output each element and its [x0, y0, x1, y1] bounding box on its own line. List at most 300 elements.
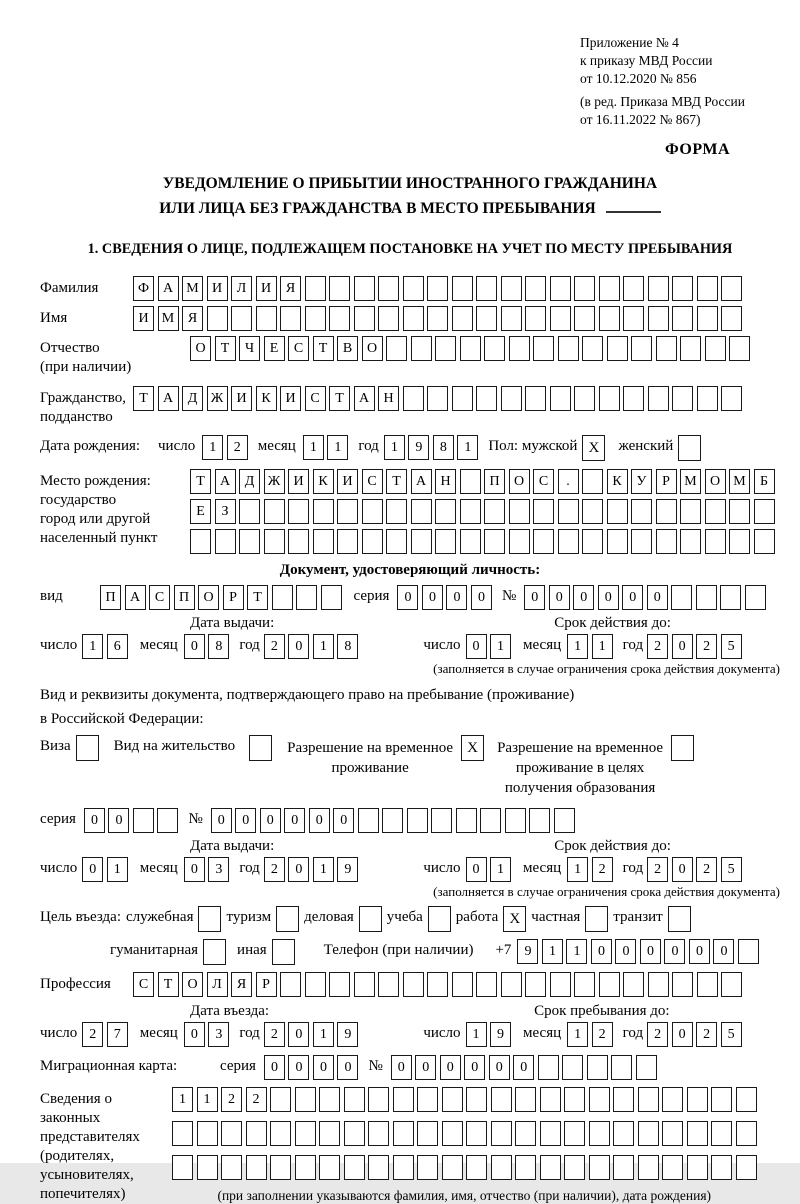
char-box[interactable]: 2: [264, 634, 285, 659]
char-box[interactable]: [540, 1155, 561, 1180]
char-box[interactable]: [538, 1055, 559, 1080]
sex-male-checkbox[interactable]: X: [582, 435, 605, 461]
char-box[interactable]: [589, 1155, 610, 1180]
char-box[interactable]: [687, 1155, 708, 1180]
char-box[interactable]: П: [100, 585, 121, 610]
char-box[interactable]: [378, 306, 399, 331]
char-box[interactable]: [711, 1155, 732, 1180]
char-box[interactable]: 2: [647, 857, 668, 882]
char-box[interactable]: [721, 306, 742, 331]
char-box[interactable]: [729, 529, 750, 554]
char-box[interactable]: [736, 1121, 757, 1146]
char-box[interactable]: 0: [82, 857, 103, 882]
char-box[interactable]: [672, 276, 693, 301]
char-box[interactable]: [638, 1121, 659, 1146]
char-box[interactable]: [288, 529, 309, 554]
char-box[interactable]: [460, 336, 481, 361]
char-box[interactable]: [533, 336, 554, 361]
char-box[interactable]: 0: [184, 634, 205, 659]
char-box[interactable]: М: [182, 276, 203, 301]
char-box[interactable]: [329, 276, 350, 301]
char-box[interactable]: [280, 306, 301, 331]
char-box[interactable]: [533, 499, 554, 524]
char-box[interactable]: В: [337, 336, 358, 361]
char-box[interactable]: 1: [490, 634, 511, 659]
char-box[interactable]: [607, 336, 628, 361]
char-box[interactable]: 0: [689, 939, 710, 964]
char-box[interactable]: 0: [573, 585, 594, 610]
char-box[interactable]: [491, 1087, 512, 1112]
char-box[interactable]: [638, 1087, 659, 1112]
char-box[interactable]: 5: [721, 634, 742, 659]
char-box[interactable]: [246, 1155, 267, 1180]
char-box[interactable]: Я: [280, 276, 301, 301]
char-box[interactable]: С: [305, 386, 326, 411]
char-box[interactable]: 0: [108, 808, 129, 833]
char-box[interactable]: [460, 499, 481, 524]
char-box[interactable]: [648, 972, 669, 997]
char-box[interactable]: К: [256, 386, 277, 411]
char-box[interactable]: [417, 1121, 438, 1146]
char-box[interactable]: [280, 972, 301, 997]
char-box[interactable]: 0: [549, 585, 570, 610]
char-box[interactable]: Е: [190, 499, 211, 524]
char-box[interactable]: [636, 1055, 657, 1080]
char-box[interactable]: [466, 1155, 487, 1180]
char-box[interactable]: 0: [235, 808, 256, 833]
char-box[interactable]: [648, 306, 669, 331]
char-box[interactable]: [435, 336, 456, 361]
char-box[interactable]: [525, 972, 546, 997]
char-box[interactable]: .: [558, 469, 579, 494]
char-box[interactable]: [264, 499, 285, 524]
char-box[interactable]: [442, 1121, 463, 1146]
char-box[interactable]: 2: [246, 1087, 267, 1112]
char-box[interactable]: [525, 276, 546, 301]
visa-checkbox[interactable]: [76, 735, 99, 761]
char-box[interactable]: 2: [647, 634, 668, 659]
char-box[interactable]: [611, 1055, 632, 1080]
char-box[interactable]: И: [256, 276, 277, 301]
char-box[interactable]: 0: [466, 634, 487, 659]
char-box[interactable]: 1: [567, 857, 588, 882]
char-box[interactable]: Т: [329, 386, 350, 411]
char-box[interactable]: 0: [391, 1055, 412, 1080]
char-box[interactable]: 0: [513, 1055, 534, 1080]
char-box[interactable]: [270, 1087, 291, 1112]
char-box[interactable]: 1: [567, 634, 588, 659]
char-box[interactable]: 1: [490, 857, 511, 882]
char-box[interactable]: [491, 1155, 512, 1180]
char-box[interactable]: [607, 529, 628, 554]
char-box[interactable]: 0: [672, 634, 693, 659]
char-box[interactable]: [407, 808, 428, 833]
char-box[interactable]: [295, 1155, 316, 1180]
char-box[interactable]: С: [533, 469, 554, 494]
char-box[interactable]: [515, 1155, 536, 1180]
char-box[interactable]: 8: [433, 435, 454, 460]
char-box[interactable]: [582, 499, 603, 524]
char-box[interactable]: [631, 529, 652, 554]
char-box[interactable]: [172, 1121, 193, 1146]
char-box[interactable]: [435, 529, 456, 554]
char-box[interactable]: [442, 1087, 463, 1112]
char-box[interactable]: [613, 1121, 634, 1146]
char-box[interactable]: [687, 1087, 708, 1112]
char-box[interactable]: [505, 808, 526, 833]
char-box[interactable]: [599, 972, 620, 997]
char-box[interactable]: [305, 972, 326, 997]
edu-residence-checkbox[interactable]: [671, 735, 694, 761]
char-box[interactable]: [272, 585, 293, 610]
char-box[interactable]: Р: [656, 469, 677, 494]
char-box[interactable]: [319, 1155, 340, 1180]
char-box[interactable]: [386, 499, 407, 524]
char-box[interactable]: [466, 1121, 487, 1146]
char-box[interactable]: [582, 469, 603, 494]
char-box[interactable]: 0: [313, 1055, 334, 1080]
char-box[interactable]: П: [484, 469, 505, 494]
char-box[interactable]: П: [174, 585, 195, 610]
char-box[interactable]: 5: [721, 857, 742, 882]
char-box[interactable]: 0: [640, 939, 661, 964]
char-box[interactable]: [427, 386, 448, 411]
char-box[interactable]: Д: [239, 469, 260, 494]
char-box[interactable]: [631, 336, 652, 361]
char-box[interactable]: [411, 529, 432, 554]
char-box[interactable]: [354, 276, 375, 301]
char-box[interactable]: 0: [84, 808, 105, 833]
char-box[interactable]: 6: [107, 634, 128, 659]
char-box[interactable]: [417, 1087, 438, 1112]
char-box[interactable]: [382, 808, 403, 833]
char-box[interactable]: 2: [696, 634, 717, 659]
char-box[interactable]: И: [207, 276, 228, 301]
char-box[interactable]: 0: [471, 585, 492, 610]
char-box[interactable]: [711, 1087, 732, 1112]
char-box[interactable]: [386, 336, 407, 361]
char-box[interactable]: [599, 276, 620, 301]
char-box[interactable]: [540, 1087, 561, 1112]
char-box[interactable]: 9: [490, 1022, 511, 1047]
char-box[interactable]: 0: [288, 1022, 309, 1047]
char-box[interactable]: [736, 1155, 757, 1180]
char-box[interactable]: 2: [592, 857, 613, 882]
char-box[interactable]: И: [288, 469, 309, 494]
char-box[interactable]: [403, 306, 424, 331]
char-box[interactable]: [460, 469, 481, 494]
char-box[interactable]: [711, 1121, 732, 1146]
char-box[interactable]: [403, 972, 424, 997]
char-box[interactable]: [313, 529, 334, 554]
char-box[interactable]: [587, 1055, 608, 1080]
char-box[interactable]: [246, 1121, 267, 1146]
char-box[interactable]: К: [607, 469, 628, 494]
residence-permit-checkbox[interactable]: [249, 735, 272, 761]
char-box[interactable]: З: [215, 499, 236, 524]
char-box[interactable]: Ф: [133, 276, 154, 301]
char-box[interactable]: 0: [466, 857, 487, 882]
char-box[interactable]: Т: [313, 336, 334, 361]
char-box[interactable]: 0: [713, 939, 734, 964]
char-box[interactable]: [648, 276, 669, 301]
char-box[interactable]: 0: [591, 939, 612, 964]
purpose-work-checkbox[interactable]: X: [503, 906, 526, 932]
char-box[interactable]: М: [729, 469, 750, 494]
char-box[interactable]: [296, 585, 317, 610]
char-box[interactable]: С: [133, 972, 154, 997]
char-box[interactable]: [729, 499, 750, 524]
char-box[interactable]: 1: [457, 435, 478, 460]
purpose-tourism-checkbox[interactable]: [276, 906, 299, 932]
temp-residence-checkbox[interactable]: X: [461, 735, 484, 761]
sex-female-checkbox[interactable]: [678, 435, 701, 461]
char-box[interactable]: [452, 276, 473, 301]
char-box[interactable]: Я: [182, 306, 203, 331]
char-box[interactable]: [393, 1155, 414, 1180]
char-box[interactable]: 0: [288, 857, 309, 882]
char-box[interactable]: 0: [672, 857, 693, 882]
char-box[interactable]: [589, 1087, 610, 1112]
char-box[interactable]: [460, 529, 481, 554]
char-box[interactable]: [344, 1121, 365, 1146]
purpose-other-checkbox[interactable]: [272, 939, 295, 965]
char-box[interactable]: О: [190, 336, 211, 361]
char-box[interactable]: [256, 306, 277, 331]
char-box[interactable]: И: [280, 386, 301, 411]
purpose-official-checkbox[interactable]: [198, 906, 221, 932]
char-box[interactable]: Т: [386, 469, 407, 494]
char-box[interactable]: [133, 808, 154, 833]
char-box[interactable]: 1: [197, 1087, 218, 1112]
char-box[interactable]: Н: [378, 386, 399, 411]
char-box[interactable]: [431, 808, 452, 833]
char-box[interactable]: [672, 306, 693, 331]
char-box[interactable]: [721, 972, 742, 997]
char-box[interactable]: [329, 306, 350, 331]
char-box[interactable]: [221, 1155, 242, 1180]
char-box[interactable]: [476, 306, 497, 331]
char-box[interactable]: 1: [466, 1022, 487, 1047]
char-box[interactable]: А: [125, 585, 146, 610]
purpose-humanitarian-checkbox[interactable]: [203, 939, 226, 965]
char-box[interactable]: [403, 276, 424, 301]
char-box[interactable]: 8: [208, 634, 229, 659]
char-box[interactable]: [607, 499, 628, 524]
char-box[interactable]: [295, 1121, 316, 1146]
char-box[interactable]: 8: [337, 634, 358, 659]
char-box[interactable]: [393, 1121, 414, 1146]
char-box[interactable]: [550, 972, 571, 997]
char-box[interactable]: Е: [264, 336, 285, 361]
char-box[interactable]: Б: [754, 469, 775, 494]
char-box[interactable]: С: [362, 469, 383, 494]
char-box[interactable]: 0: [184, 1022, 205, 1047]
char-box[interactable]: Л: [231, 276, 252, 301]
char-box[interactable]: Ч: [239, 336, 260, 361]
char-box[interactable]: [476, 972, 497, 997]
char-box[interactable]: [558, 336, 579, 361]
char-box[interactable]: [599, 306, 620, 331]
char-box[interactable]: [288, 499, 309, 524]
char-box[interactable]: [697, 276, 718, 301]
char-box[interactable]: 1: [567, 1022, 588, 1047]
char-box[interactable]: [697, 386, 718, 411]
char-box[interactable]: О: [705, 469, 726, 494]
char-box[interactable]: 5: [721, 1022, 742, 1047]
char-box[interactable]: 9: [337, 857, 358, 882]
char-box[interactable]: [754, 529, 775, 554]
char-box[interactable]: 1: [313, 857, 334, 882]
char-box[interactable]: О: [198, 585, 219, 610]
char-box[interactable]: А: [158, 276, 179, 301]
char-box[interactable]: Р: [223, 585, 244, 610]
char-box[interactable]: [582, 336, 603, 361]
char-box[interactable]: [484, 336, 505, 361]
char-box[interactable]: [720, 585, 741, 610]
char-box[interactable]: [529, 808, 550, 833]
char-box[interactable]: [197, 1155, 218, 1180]
char-box[interactable]: [215, 529, 236, 554]
char-box[interactable]: [562, 1055, 583, 1080]
char-box[interactable]: С: [288, 336, 309, 361]
char-box[interactable]: 2: [227, 435, 248, 460]
char-box[interactable]: [754, 499, 775, 524]
char-box[interactable]: 2: [647, 1022, 668, 1047]
char-box[interactable]: [221, 1121, 242, 1146]
char-box[interactable]: [662, 1155, 683, 1180]
char-box[interactable]: Ж: [264, 469, 285, 494]
char-box[interactable]: [705, 336, 726, 361]
char-box[interactable]: [656, 529, 677, 554]
char-box[interactable]: [589, 1121, 610, 1146]
char-box[interactable]: 0: [664, 939, 685, 964]
char-box[interactable]: 0: [615, 939, 636, 964]
char-box[interactable]: 1: [592, 634, 613, 659]
char-box[interactable]: [239, 529, 260, 554]
char-box[interactable]: [417, 1155, 438, 1180]
char-box[interactable]: Т: [133, 386, 154, 411]
char-box[interactable]: [509, 499, 530, 524]
char-box[interactable]: [452, 972, 473, 997]
purpose-transit-checkbox[interactable]: [668, 906, 691, 932]
char-box[interactable]: Т: [190, 469, 211, 494]
char-box[interactable]: [491, 1121, 512, 1146]
char-box[interactable]: [623, 276, 644, 301]
char-box[interactable]: А: [215, 469, 236, 494]
char-box[interactable]: [270, 1121, 291, 1146]
char-box[interactable]: [705, 529, 726, 554]
char-box[interactable]: Т: [158, 972, 179, 997]
char-box[interactable]: 1: [107, 857, 128, 882]
char-box[interactable]: [533, 529, 554, 554]
char-box[interactable]: [509, 529, 530, 554]
char-box[interactable]: [738, 939, 759, 964]
char-box[interactable]: 2: [592, 1022, 613, 1047]
char-box[interactable]: 2: [696, 1022, 717, 1047]
char-box[interactable]: 3: [208, 857, 229, 882]
char-box[interactable]: [484, 499, 505, 524]
char-box[interactable]: 2: [264, 857, 285, 882]
char-box[interactable]: 0: [598, 585, 619, 610]
char-box[interactable]: [197, 1121, 218, 1146]
char-box[interactable]: 0: [446, 585, 467, 610]
char-box[interactable]: 0: [489, 1055, 510, 1080]
char-box[interactable]: 1: [313, 1022, 334, 1047]
char-box[interactable]: 0: [260, 808, 281, 833]
char-box[interactable]: [696, 585, 717, 610]
char-box[interactable]: 0: [647, 585, 668, 610]
char-box[interactable]: И: [133, 306, 154, 331]
char-box[interactable]: А: [411, 469, 432, 494]
char-box[interactable]: 0: [422, 585, 443, 610]
char-box[interactable]: [564, 1121, 585, 1146]
char-box[interactable]: 0: [440, 1055, 461, 1080]
char-box[interactable]: 0: [184, 857, 205, 882]
char-box[interactable]: М: [680, 469, 701, 494]
char-box[interactable]: [354, 306, 375, 331]
char-box[interactable]: И: [337, 469, 358, 494]
char-box[interactable]: [270, 1155, 291, 1180]
char-box[interactable]: [599, 386, 620, 411]
char-box[interactable]: А: [158, 386, 179, 411]
char-box[interactable]: [386, 529, 407, 554]
char-box[interactable]: [656, 499, 677, 524]
char-box[interactable]: [574, 972, 595, 997]
char-box[interactable]: 1: [313, 634, 334, 659]
char-box[interactable]: 0: [464, 1055, 485, 1080]
char-box[interactable]: [484, 529, 505, 554]
char-box[interactable]: [550, 306, 571, 331]
char-box[interactable]: [631, 499, 652, 524]
char-box[interactable]: Т: [215, 336, 236, 361]
char-box[interactable]: [411, 336, 432, 361]
char-box[interactable]: 9: [517, 939, 538, 964]
char-box[interactable]: А: [354, 386, 375, 411]
char-box[interactable]: О: [182, 972, 203, 997]
char-box[interactable]: [564, 1155, 585, 1180]
char-box[interactable]: [687, 1121, 708, 1146]
char-box[interactable]: [525, 306, 546, 331]
char-box[interactable]: [648, 386, 669, 411]
char-box[interactable]: [319, 1121, 340, 1146]
char-box[interactable]: [393, 1087, 414, 1112]
char-box[interactable]: [427, 972, 448, 997]
char-box[interactable]: [427, 306, 448, 331]
char-box[interactable]: Л: [207, 972, 228, 997]
char-box[interactable]: Ж: [207, 386, 228, 411]
char-box[interactable]: Р: [256, 972, 277, 997]
char-box[interactable]: [344, 1087, 365, 1112]
char-box[interactable]: [362, 499, 383, 524]
char-box[interactable]: [239, 499, 260, 524]
char-box[interactable]: [157, 808, 178, 833]
char-box[interactable]: [264, 529, 285, 554]
char-box[interactable]: [501, 276, 522, 301]
char-box[interactable]: У: [631, 469, 652, 494]
char-box[interactable]: [540, 1121, 561, 1146]
char-box[interactable]: [452, 306, 473, 331]
char-box[interactable]: [558, 499, 579, 524]
char-box[interactable]: [368, 1121, 389, 1146]
char-box[interactable]: [705, 499, 726, 524]
char-box[interactable]: [337, 499, 358, 524]
char-box[interactable]: 3: [208, 1022, 229, 1047]
char-box[interactable]: [207, 306, 228, 331]
char-box[interactable]: [729, 336, 750, 361]
char-box[interactable]: [656, 336, 677, 361]
char-box[interactable]: 0: [415, 1055, 436, 1080]
